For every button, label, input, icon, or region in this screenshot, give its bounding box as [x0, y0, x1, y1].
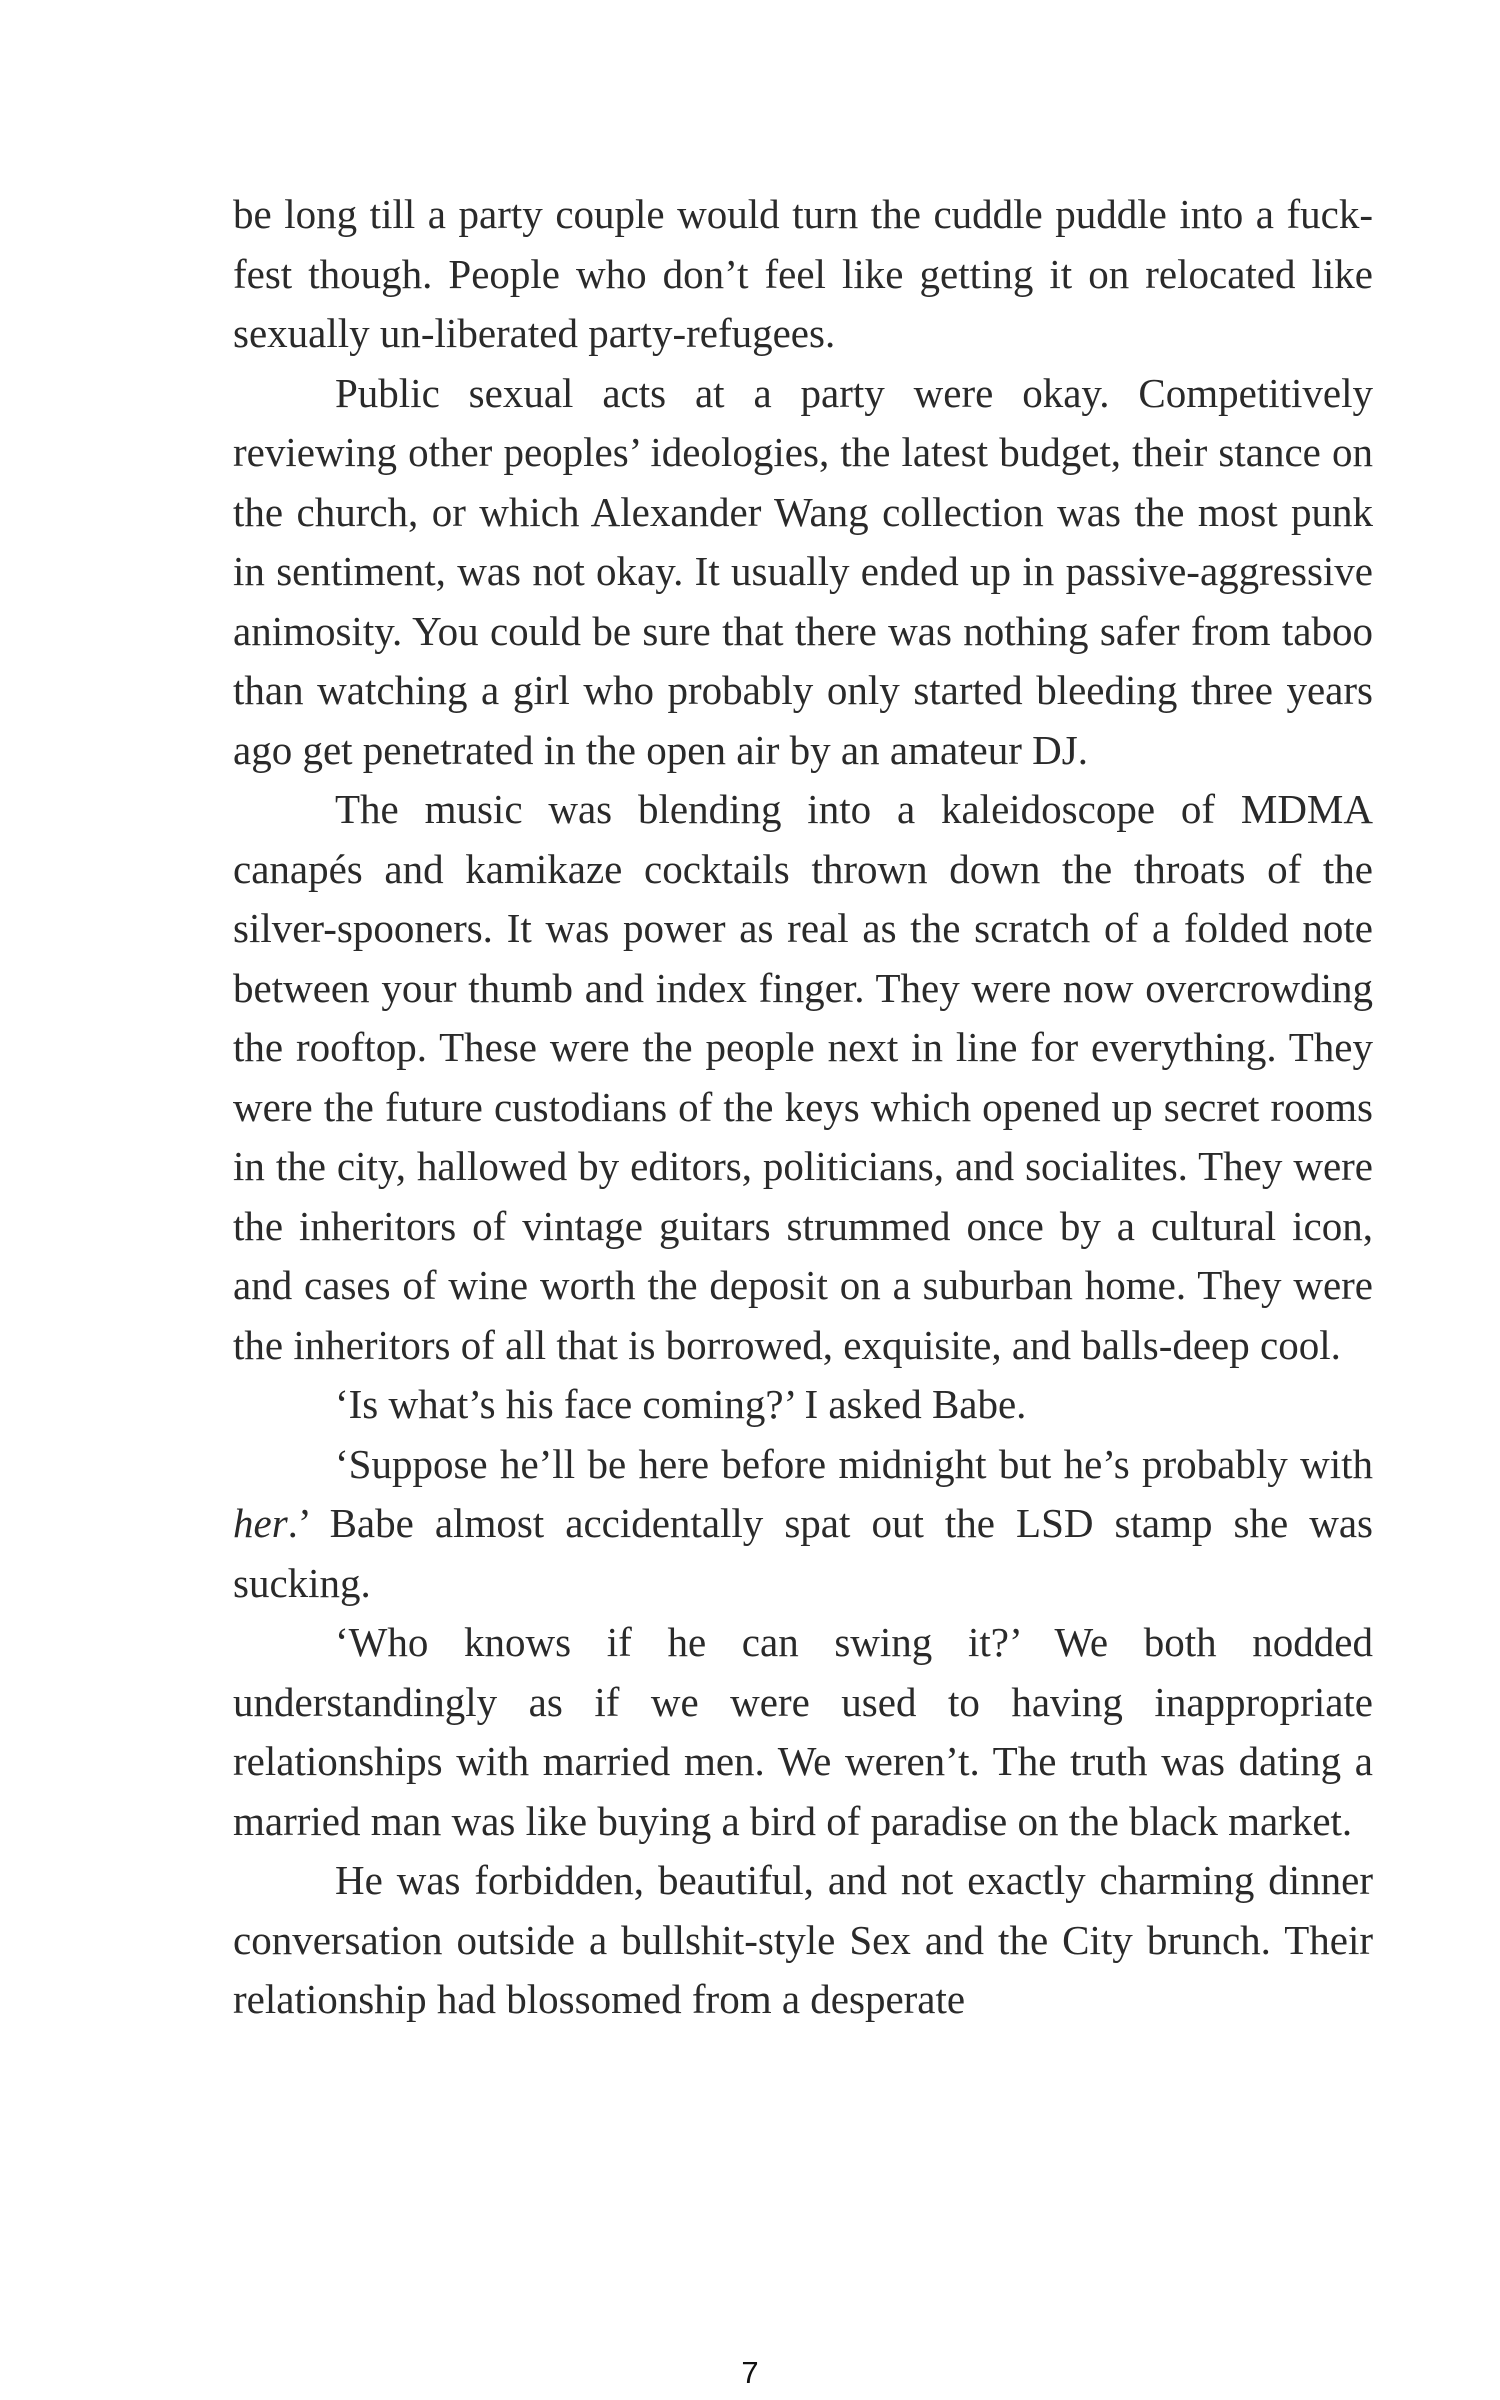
paragraph-5-start: ‘Suppose he’ll be here before midnight but he’s probably with — [335, 1440, 1373, 1487]
paragraph-3: The music was blending into a kaleidoscope of MDMA canapés and kamikaze cocktails thrown down the throats of the silver-spooners. It was power as real as the scratch of a folded note between your thumb and index finger. They were now overcrowding the rooftop. These were the people next in line for everything. They were the future custodians of the keys which opened up secret rooms in the city, hallowed by editors, politicians, and socialites. They were the inheritors of vintage guitars strummed once by a cultural icon, and cases of wine worth the deposit on a suburban home. They were the inheritors of all that is borrowed, exquisite, and balls-deep cool. — [233, 786, 1373, 1368]
paragraph-2: Public sexual acts at a party were okay. Competitively reviewing other peoples’ ideologies, the latest budget, their stance on the church, or which Alexander Wang collection was the most punk in sentiment, was not okay. It usually ended up in passive-aggressive animosity. You could be sure that there was nothing safer from taboo than watching a girl who probably only started bleeding three years ago get penetrated in the open air by an amateur DJ. — [233, 369, 1373, 773]
emphasis-her: her — [233, 1500, 288, 1546]
paragraph-7: He was forbidden, beautiful, and not exactly charming dinner conversation outside a bullshit-style Sex and the City brunch. Their relationship had blossomed from a desperate — [233, 1857, 1373, 2022]
paragraph-4: ‘Is what’s his face coming?’ I asked Babe. — [335, 1381, 1027, 1427]
paragraph-1: be long till a party couple would turn the cuddle puddle into a fuck-fest though. People who don’t feel like getting it on relocated like sexually un-liberated party-refugees. — [233, 191, 1373, 356]
paragraph-6: ‘Who knows if he can swing it?’ We both nodded understandingly as if we were used to having inappropriate relationships with married men. We weren’t. The truth was dating a married man was like buying a bird of paradise on the black market. — [233, 1619, 1373, 1844]
body-text — [233, 185, 1373, 2030]
paragraph-5-end: .’ Babe almost accidentally spat out the LSD stamp she was sucking. — [233, 1500, 1373, 1606]
page-number: 7 — [741, 2355, 759, 2390]
paragraph-5 — [233, 1435, 1373, 1614]
